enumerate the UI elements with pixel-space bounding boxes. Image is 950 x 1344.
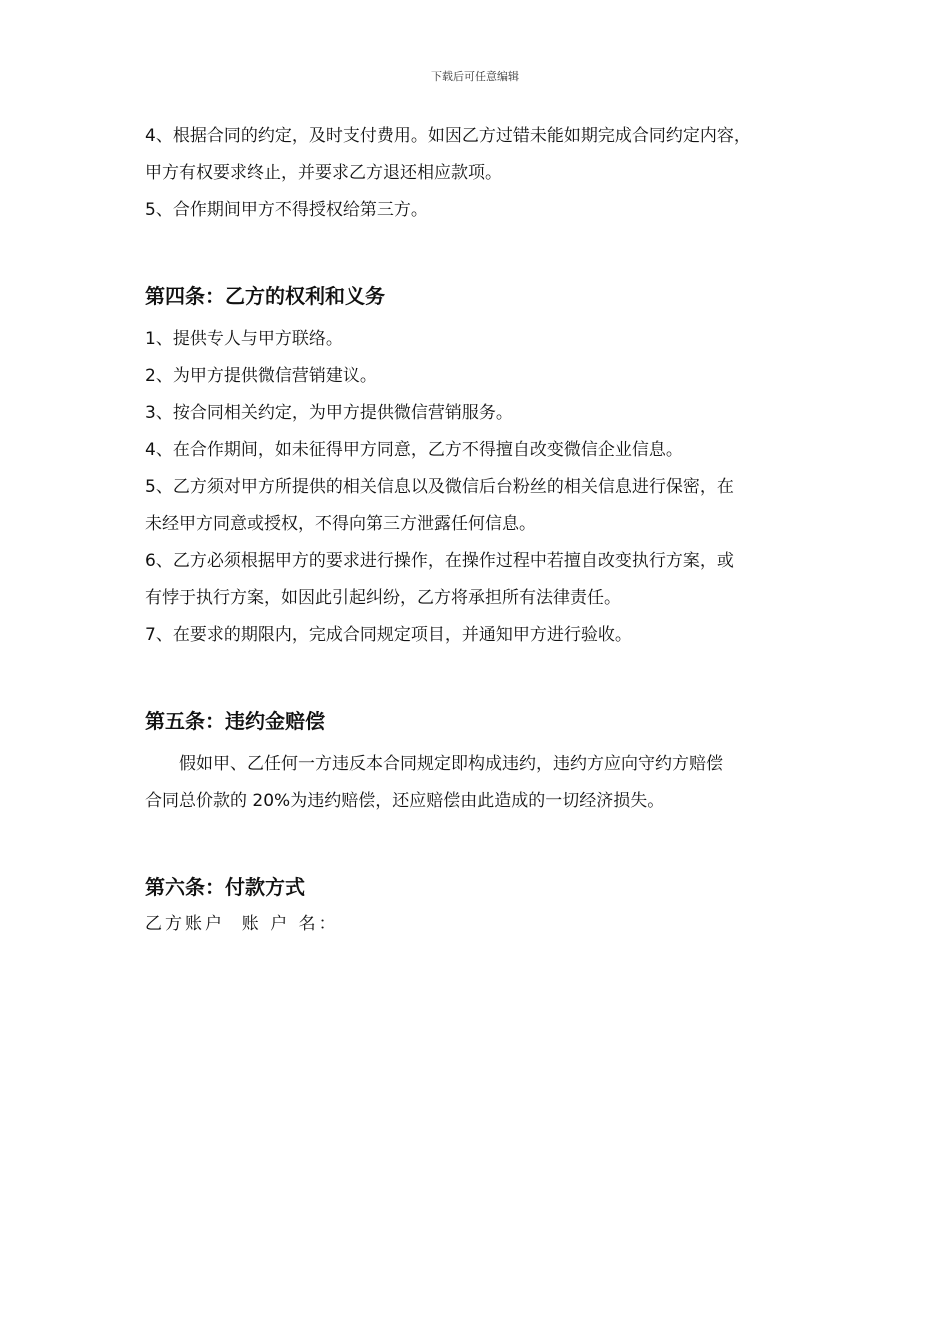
section4-item1: 1、提供专人与甲方联络。 <box>145 329 343 349</box>
section4-item5-line1: 5、乙方须对甲方所提供的相关信息以及微信后台粉丝的相关信息进行保密，在 <box>145 477 734 497</box>
section4-title: 第四条：乙方的权利和义务 <box>145 284 385 308</box>
section4-item7: 7、在要求的期限内，完成合同规定项目，并通知甲方进行验收。 <box>145 625 632 645</box>
section6-account-line: 乙方账户 账 户 名： <box>145 914 339 934</box>
section6-title: 第六条：付款方式 <box>145 875 305 899</box>
section4-item4: 4、在合作期间，如未征得甲方同意，乙方不得擅自改变微信企业信息。 <box>145 440 683 460</box>
section4-item6-line1: 6、乙方必须根据甲方的要求进行操作，在操作过程中若擅自改变执行方案，或 <box>145 551 734 571</box>
section3-item4-line2: 甲方有权要求终止，并要求乙方退还相应款项。 <box>145 163 502 183</box>
section5-title: 第五条：违约金赔偿 <box>145 709 325 733</box>
section3-item5: 5、合作期间甲方不得授权给第三方。 <box>145 200 428 220</box>
section4-item6-line2: 有悖于执行方案，如因此引起纠纷，乙方将承担所有法律责任。 <box>145 588 621 608</box>
section5-line1: 假如甲、乙任何一方违反本合同规定即构成违约，违约方应向守约方赔偿 <box>179 754 723 774</box>
section5-line2: 合同总价款的 20%为违约赔偿，还应赔偿由此造成的一切经济损失。 <box>145 791 665 811</box>
section4-item5-line2: 未经甲方同意或授权，不得向第三方泄露任何信息。 <box>145 514 536 534</box>
section4-item2: 2、为甲方提供微信营销建议。 <box>145 366 377 386</box>
document-body <box>145 118 825 943</box>
page-header-note: 下载后可任意编辑 <box>431 70 519 83</box>
section3-item4-line1: 4、根据合同的约定，及时支付费用。如因乙方过错未能如期完成合同约定内容， <box>145 126 751 146</box>
section4-item3: 3、按合同相关约定，为甲方提供微信营销服务。 <box>145 403 513 423</box>
